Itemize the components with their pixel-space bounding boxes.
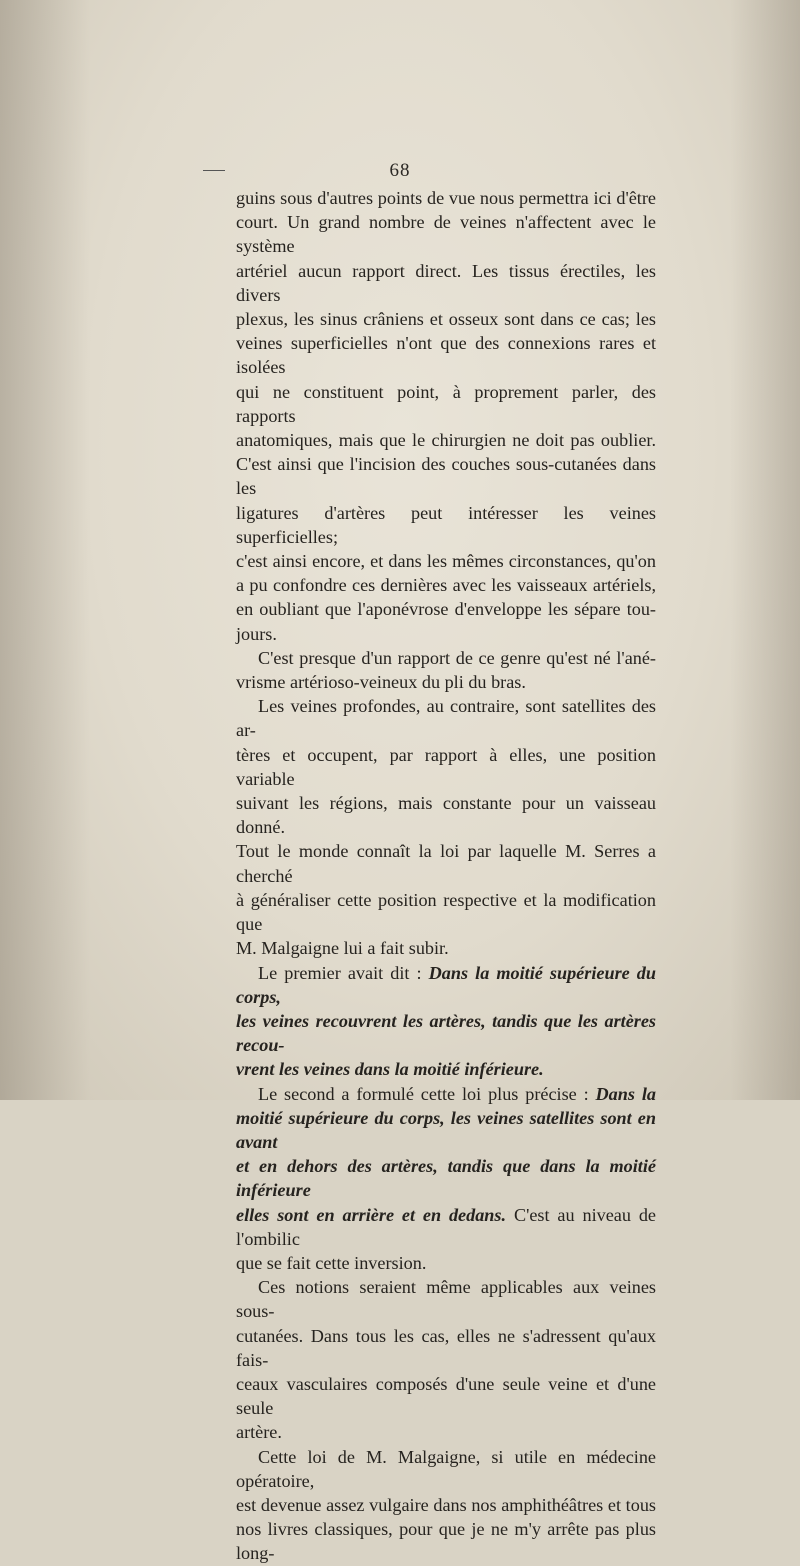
line-text: jours. [236, 623, 277, 644]
text-line [236, 573, 656, 597]
text-line [236, 210, 656, 258]
line-text: anatomiques, mais que le chirurgien ne doit pas oublier. [236, 430, 656, 451]
line-text: c'est ainsi encore, et dans les mêmes circonstances, qu'on [236, 551, 656, 572]
text-line [236, 791, 656, 839]
text-line [236, 1203, 656, 1251]
line-text: cutanées. Dans tous les cas, elles ne s'adressent qu'aux fais- [236, 1325, 656, 1370]
text-line [236, 1275, 656, 1323]
text-line [236, 597, 656, 621]
line-text: guins sous d'autres points de vue nous permettra ici d'être [236, 188, 656, 208]
line-text: Cette loi de M. Malgaigne, si utile en médecine opératoire, [236, 1446, 656, 1491]
italic-text: vrent les veines dans la moitié inférieure. [236, 1059, 544, 1080]
text-line [236, 694, 656, 742]
body-text [236, 186, 656, 1566]
line-text: Le premier avait dit : [258, 962, 429, 983]
text-line [236, 501, 656, 549]
text-line [236, 1420, 656, 1444]
line-text: Le second a formulé cette loi plus précise : [258, 1083, 596, 1104]
line-text: tères et occupent, par rapport à elles, une position variable [236, 744, 656, 789]
line-text: Tout le monde connaît la loi par laquelle M. Serres a cherché [236, 841, 656, 886]
italic-text: Dans la [595, 1083, 656, 1104]
line-text: Ces notions seraient même applicables aux veines sous- [236, 1277, 656, 1322]
line-text: veines superficielles n'ont que des connexions rares et isolées [236, 333, 656, 378]
text-line [236, 1445, 656, 1493]
text-line [236, 307, 656, 331]
italic-text: Dans la moitié supérieure du corps, [236, 962, 656, 1007]
italic-text: elles sont en arrière et en dedans. [236, 1204, 507, 1225]
text-line [236, 549, 656, 573]
line-text: M. Malgaigne lui a fait subir. [236, 938, 449, 959]
italic-text: et en dehors des artères, tandis que dans la moitié inférieure [236, 1156, 656, 1201]
line-text: court. Un grand nombre de veines n'affectent avec le système [236, 212, 656, 257]
text-line [236, 1057, 656, 1081]
page-number: 68 [389, 160, 411, 181]
line-text: à généraliser cette position respective et la modification que [236, 889, 656, 935]
text-line [236, 743, 656, 791]
line-text: C'est au niveau de l'ombilic [236, 1204, 656, 1249]
text-line [236, 331, 656, 379]
text-line [236, 670, 656, 694]
text-line [236, 1517, 656, 1565]
text-line [236, 961, 656, 1009]
line-text: artériel aucun rapport direct. Les tissus érectiles, les divers [236, 260, 656, 305]
italic-text: moitié supérieure du corps, les veines satellites sont en avant [236, 1107, 656, 1152]
line-text: C'est presque d'un rapport de ce genre qu'est né l'ané- [258, 647, 656, 668]
line-text: artère. [236, 1422, 282, 1443]
text-line [236, 1106, 656, 1154]
text-line [236, 1251, 656, 1275]
text-line [236, 380, 656, 428]
line-text: ligatures d'artères peut intéresser les veines superficielles; [236, 502, 656, 547]
line-text: nos livres classiques, pour que je ne m'y arrête pas plus long- [236, 1519, 656, 1564]
text-line [236, 1082, 656, 1106]
line-text: suivant les régions, mais constante pour un vaisseau donné. [236, 793, 656, 838]
line-text: en oubliant que l'aponévrose d'enveloppe les sépare tou- [236, 599, 656, 620]
text-line [236, 186, 656, 210]
line-text: C'est ainsi que l'incision des couches sous-cutanées dans les [236, 454, 656, 499]
text-line [236, 839, 656, 887]
line-text: est devenue assez vulgaire dans nos amphithéâtres et tous [236, 1494, 656, 1515]
text-line [236, 888, 656, 936]
text-line [236, 1372, 656, 1420]
text-line [236, 646, 656, 670]
italic-text: les veines recouvrent les artères, tandis que les artères recou- [236, 1010, 656, 1056]
text-line [236, 1493, 656, 1517]
text-line [236, 259, 656, 307]
text-line [236, 1154, 656, 1202]
text-line [236, 1324, 656, 1372]
text-line [236, 452, 656, 500]
line-text: que se fait cette inversion. [236, 1252, 427, 1273]
text-line [236, 936, 656, 960]
line-text: qui ne constituent point, à proprement parler, des rapports [236, 381, 656, 426]
text-line [236, 428, 656, 452]
line-text: Les veines profondes, au contraire, sont satellites des ar- [236, 696, 656, 741]
line-text: vrisme artérioso-veineux du pli du bras. [236, 672, 526, 693]
line-text: plexus, les sinus crâniens et osseux sont dans ce cas; les [236, 309, 656, 330]
text-line [236, 1009, 656, 1057]
text-line [236, 622, 656, 646]
line-text: ceaux vasculaires composés d'une seule veine et d'une seule [236, 1373, 656, 1419]
line-text: a pu confondre ces dernières avec les vaisseaux artériels, [236, 575, 656, 596]
